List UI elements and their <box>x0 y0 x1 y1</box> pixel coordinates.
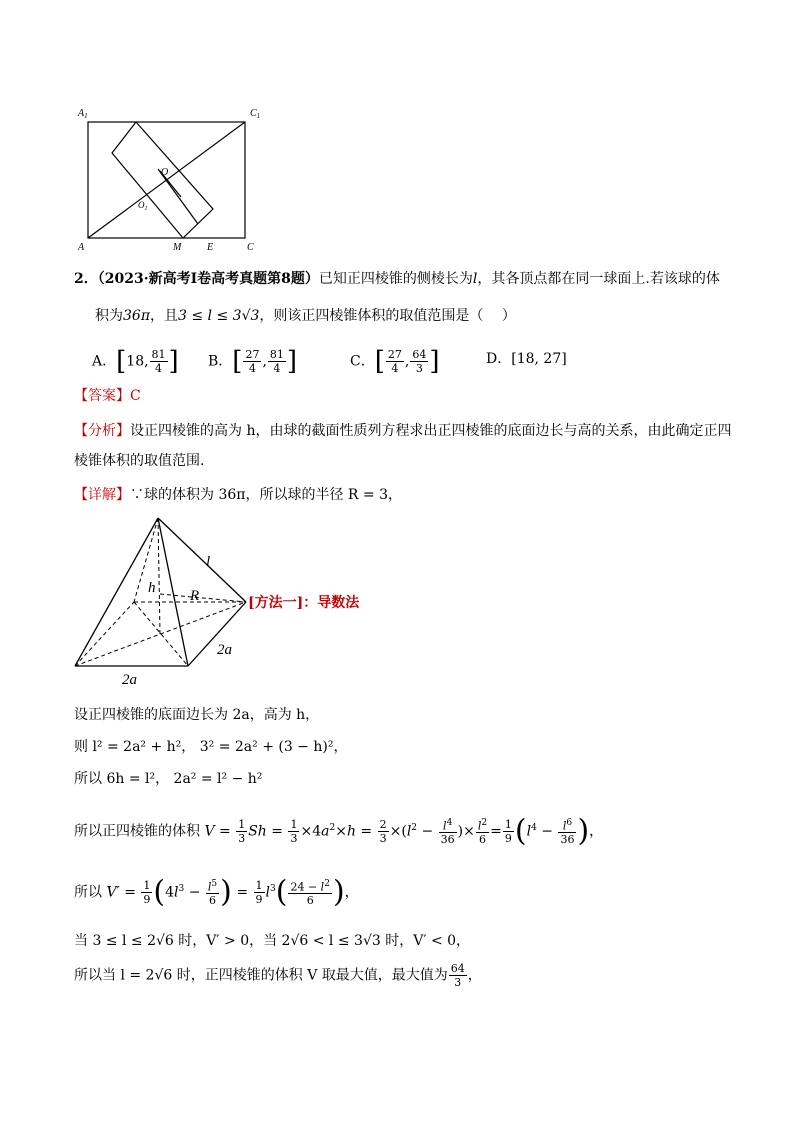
sphere-volume: 36π <box>123 308 151 324</box>
radius-line <box>160 594 246 602</box>
label-c1: $C_1$ <box>250 108 261 120</box>
analysis-line-2 <box>74 450 204 472</box>
edge-apex-front-left <box>75 518 158 666</box>
option-a-left: 18, <box>126 353 149 370</box>
option-c[interactable]: C．[ $\frac{27}{4}$ , $\frac{64}{3}$ ] <box>350 346 440 377</box>
label-2a-bottom: 2a <box>122 672 137 688</box>
label-h: h <box>148 580 156 596</box>
option-d[interactable] <box>486 348 567 370</box>
option-c-fraction-2: $\frac{64}{3}$ <box>412 348 427 375</box>
option-b-fraction-2: $\frac{81}{4}$ <box>269 348 284 375</box>
solution-line-6: 当 3 ≤ l ≤ 2√6 时，V′ > 0，当 2√6 < l ≤ 3√3 时，V′ < 0， <box>74 933 471 949</box>
rectangle-cross-section-figure <box>70 100 270 255</box>
max-value: $\frac{64}{3}$ <box>450 962 465 989</box>
problem-text-2: ，其各顶点都在同一球面上.若该球的体 <box>477 271 720 287</box>
label-o: O <box>161 167 169 178</box>
option-b-label: B． <box>208 353 233 370</box>
problem-text-4: ，且 <box>150 308 179 324</box>
label-a: A <box>78 242 85 253</box>
derivative-prefix: 所以 <box>74 884 102 901</box>
option-a-fraction: $\frac{81}{4}$ <box>151 348 166 375</box>
edge-range: 3 ≤ l ≤ 3√3 <box>178 308 260 324</box>
label-o1: $O_1$ <box>138 200 148 212</box>
option-d-value: [18, 27] <box>511 351 567 367</box>
base-left-edge-hidden <box>75 602 134 666</box>
max-prefix: 所以当 l = 2√6 时，正四棱锥的体积 V 取最大值，最大值为 <box>74 967 448 984</box>
detail-text: ∵球的体积为 36π，所以球的半径 R = 3， <box>130 487 402 503</box>
inner-rectangle <box>112 122 213 238</box>
problem-text-5: ，则该正四棱锥体积的取值范围是（ ） <box>259 308 516 324</box>
label-m: M <box>173 242 182 253</box>
problem-source: （2023·新高考Ⅰ卷高考真题第8题） <box>97 271 319 287</box>
solution-line-3: 所以 6h = l²， 2a² = l² − h² <box>74 771 263 787</box>
problem-2-line-1 <box>74 268 720 290</box>
solution-line-1: 设正四棱锥的底面边长为 2a，高为 h， <box>74 707 320 723</box>
option-d-label: D． <box>486 351 512 367</box>
option-c-fraction-1: $\frac{27}{4}$ <box>387 348 402 375</box>
answer-tag: 【答案】 <box>74 388 130 404</box>
solution-line-5: 所以 V′ = $\frac{1}{9}$ ($4l^3$ − $\frac{l^5}{6}$ ) = $\frac{1}{9}$ $l^3$( $\frac{24 - l^2}{6}$ )， <box>74 874 359 910</box>
detail-line <box>74 484 402 506</box>
label-c: C <box>247 242 254 253</box>
analysis-text-2: 棱锥体积的取值范围. <box>74 453 205 469</box>
option-b[interactable]: B．[ $\frac{27}{4}$ , $\frac{81}{4}$ ] <box>208 346 298 377</box>
option-c-label: C． <box>350 353 375 370</box>
answer-line <box>74 385 141 407</box>
method-label: [方法一]：导数法 <box>248 595 360 611</box>
edge-apex-front-right <box>158 518 188 666</box>
label-e: E <box>207 242 214 253</box>
detail-tag: 【详解】 <box>74 487 130 503</box>
label-r: R <box>190 588 200 604</box>
answer-value: C <box>130 388 141 404</box>
option-a[interactable]: A．[18, $\frac{81}{4}$ ] <box>92 346 179 377</box>
problem-text-1: 已知正四棱锥的侧棱长为 <box>318 271 473 287</box>
height-line <box>158 518 160 634</box>
var-l: l <box>472 271 478 287</box>
option-a-label: A． <box>92 353 117 370</box>
problem-2-line-2 <box>95 305 516 327</box>
problem-text-3: 积为 <box>95 308 123 324</box>
solution-line-2: 则 l² = 2a² + h²， 3² = 2a² + (3 − h)²， <box>74 739 348 755</box>
label-a1: $A_1$ <box>78 108 88 120</box>
label-l: l <box>206 554 211 570</box>
volume-prefix: 所以正四棱锥的体积 <box>74 823 200 840</box>
edge-apex-back-right <box>158 518 246 602</box>
analysis-line-1 <box>74 420 731 442</box>
analysis-text-1: 设正四棱锥的高为 h，由球的截面性质列方程求出正四棱锥的底面边长与高的关系，由此确定正四 <box>130 423 732 439</box>
solution-line-4: 所以正四棱锥的体积 V = $\frac{1}{3}$ Sh = $\frac{1}{3}$ $\times 4a^2\times h$ = $\frac{2}{3}$ $\times(l^2$ − $\frac{l^4}{36}$ )× $\frac{l^2}{6}$ = $\frac{1}{9}$ ($l^4$ − $\frac{l^6}{36}$ )， <box>74 813 604 849</box>
problem-number: 2． <box>74 271 98 287</box>
solution-line-7: 所以当 l = 2√6 时，正四棱锥的体积 V 取最大值，最大值为 $\frac{64}{3}$ ， <box>74 962 482 989</box>
analysis-tag: 【分析】 <box>74 423 130 439</box>
label-2a-right: 2a <box>217 642 232 658</box>
option-b-fraction-1: $\frac{27}{4}$ <box>245 348 260 375</box>
